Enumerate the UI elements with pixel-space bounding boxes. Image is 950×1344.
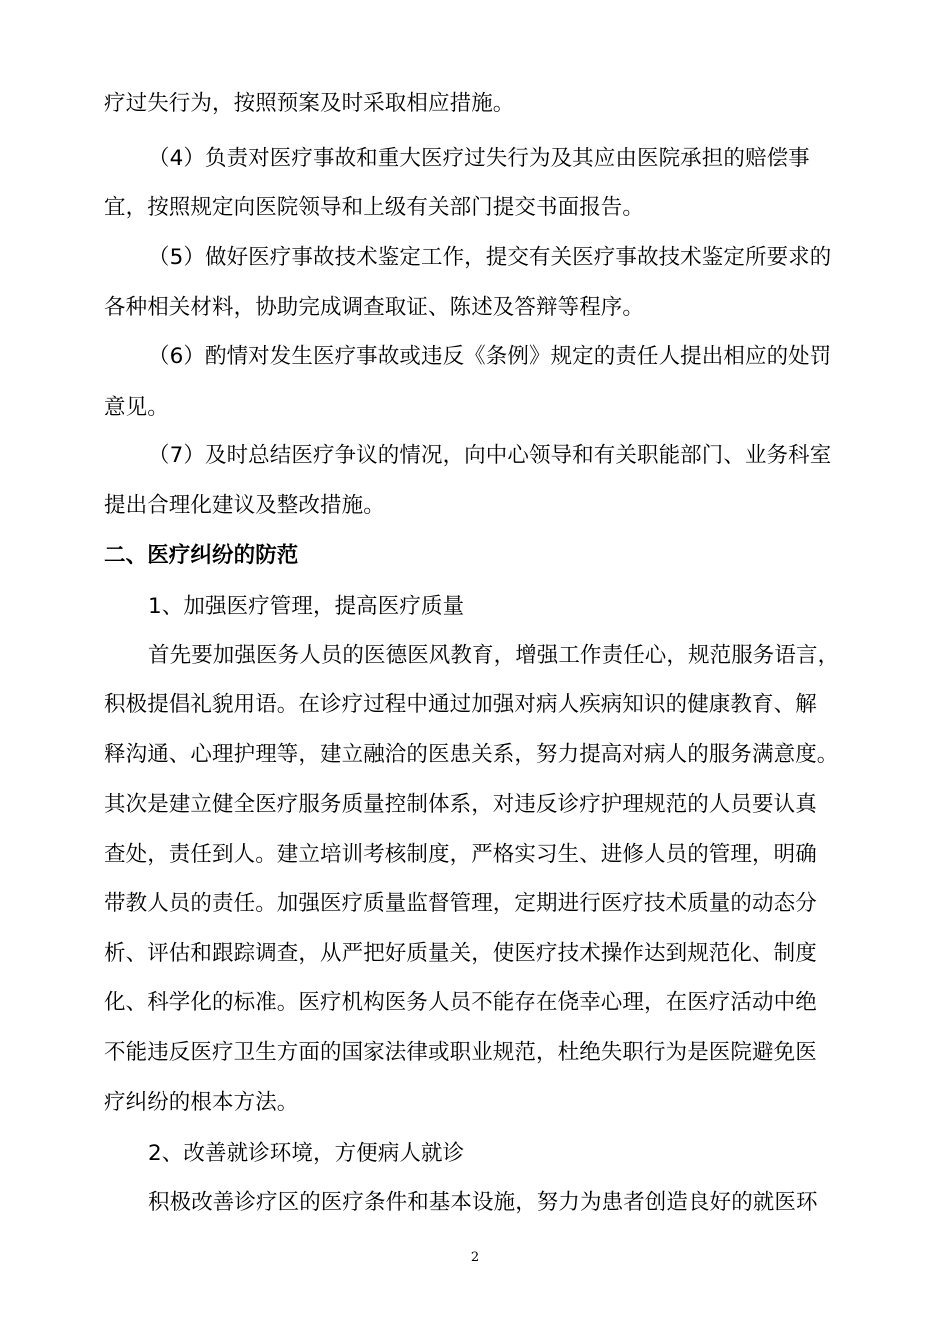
list-item-4: （4）负责对医疗事故和重大医疗过失行为及其应由医院承担的赔偿事: [148, 146, 810, 171]
body-text-line: 宜，按照规定向医院领导和上级有关部门提交书面报告。: [104, 195, 645, 220]
body-text-line: 疗纠纷的根本方法。: [104, 1090, 299, 1115]
body-text-line: 疗过失行为，按照预案及时采取相应措施。: [104, 91, 515, 116]
body-text-line: 提出合理化建议及整改措施。: [104, 493, 385, 518]
list-item-5: （5）做好医疗事故技术鉴定工作，提交有关医疗事故技术鉴定所要求的: [148, 245, 832, 270]
body-text-line: 积极提倡礼貌用语。在诊疗过程中通过加强对病人疾病知识的健康教育、解: [104, 692, 817, 717]
body-text-line: 首先要加强医务人员的医德医风教育，增强工作责任心，规范服务语言，: [148, 643, 840, 668]
list-item-7: （7）及时总结医疗争议的情况，向中心领导和有关职能部门、业务科室: [148, 443, 832, 468]
body-text-line: 意见。: [104, 395, 169, 420]
section-heading: 二、医疗纠纷的防范: [104, 543, 299, 568]
page-number: 2: [470, 1250, 480, 1265]
body-text-line: 析、评估和跟踪调查，从严把好质量关，使医疗技术操作达到规范化、制度: [104, 941, 817, 966]
body-text-line: 释沟通、心理护理等，建立融洽的医患关系，努力提高对病人的服务满意度。: [104, 742, 839, 767]
body-text-line: 带教人员的责任。加强医疗质量监督管理，定期进行医疗技术质量的动态分: [104, 891, 817, 916]
body-text-line: 其次是建立健全医疗服务质量控制体系，对违反诊疗护理规范的人员要认真: [104, 792, 817, 817]
body-text-line: 查处，责任到人。建立培训考核制度，严格实习生、进修人员的管理，明确: [104, 842, 817, 867]
body-text-line: 各种相关材料，协助完成调查取证、陈述及答辩等程序。: [104, 295, 645, 320]
body-text-line: 化、科学化的标准。医疗机构医务人员不能存在侥幸心理，在医疗活动中绝: [104, 990, 817, 1015]
body-text-line: 积极改善诊疗区的医疗条件和基本设施，努力为患者创造良好的就医环: [148, 1190, 818, 1215]
subsection-heading: 2、改善就诊环境，方便病人就诊: [148, 1141, 465, 1166]
list-item-6: （6）酌情对发生医疗事故或违反《条例》规定的责任人提出相应的处罚: [148, 344, 832, 369]
subsection-heading: 1、加强医疗管理，提高医疗质量: [148, 594, 465, 619]
body-text-line: 不能违反医疗卫生方面的国家法律或职业规范，杜绝失职行为是医院避免医: [104, 1040, 817, 1065]
